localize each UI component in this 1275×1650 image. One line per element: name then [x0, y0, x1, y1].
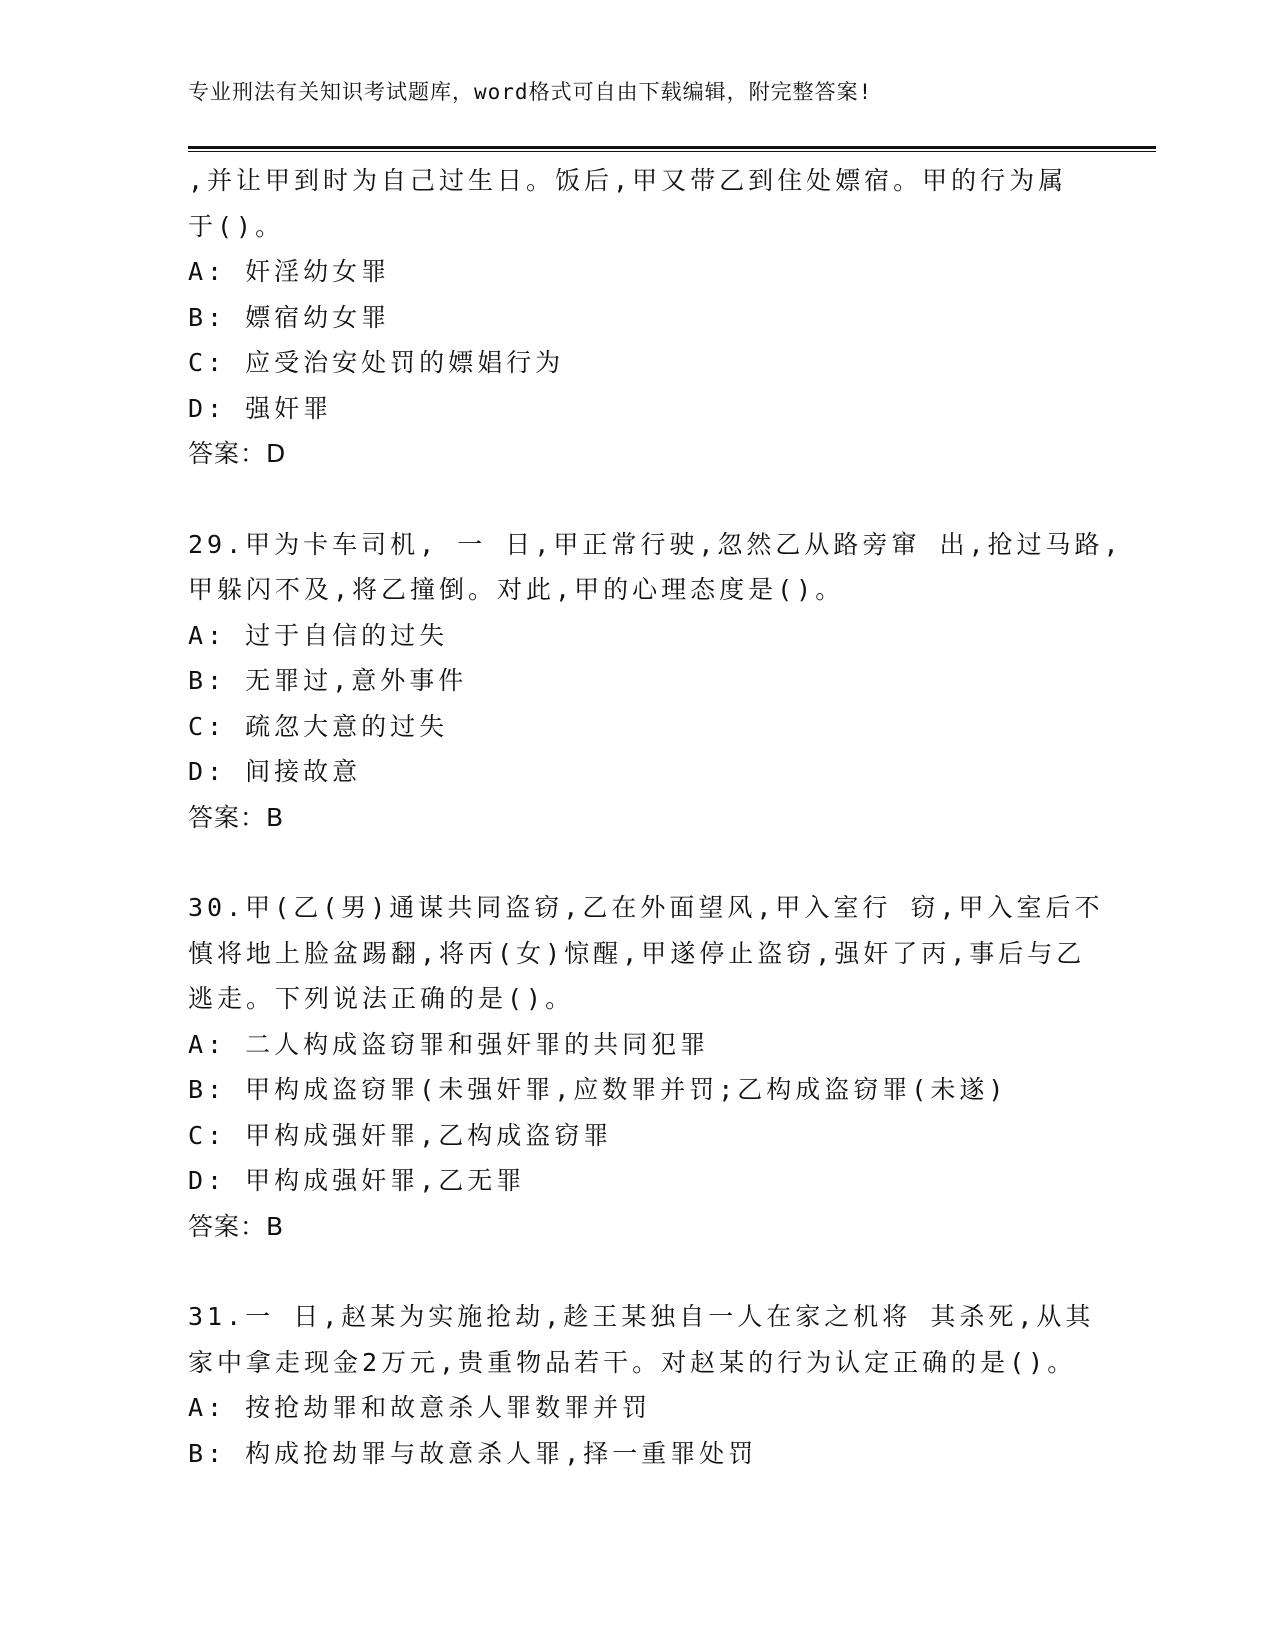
option-b: B: 构成抢劫罪与故意杀人罪,择一重罪处罚 [188, 1438, 758, 1468]
option-d: D: 强奸罪 [188, 393, 333, 423]
option-c: C: 甲构成强奸罪,乙构成盗窃罪 [188, 1120, 613, 1150]
question-content [188, 158, 1148, 1476]
option-a: A: 奸淫幼女罪 [188, 257, 391, 286]
option-a: A: 过于自信的过失 [188, 620, 449, 650]
answer-line: 答案：D [188, 439, 287, 468]
spacer [188, 1249, 1148, 1294]
question-29 [188, 522, 1148, 841]
question-stem-line: ,并让甲到时为自己过生日。饭后,甲又带乙到住处嫖宿。甲的行为属 [188, 166, 1068, 195]
option-b: B: 无罪过,意外事件 [188, 666, 468, 695]
option-a: A: 按抢劫罪和故意杀人罪数罪并罚 [188, 1393, 652, 1422]
spacer [188, 477, 1148, 522]
question-stem-line: 于()。 [188, 211, 285, 241]
question-stem-line: 甲躲闪不及,将乙撞倒。对此,甲的心理态度是()。 [188, 575, 845, 604]
question-stem-line: 29.甲为卡车司机, 一 日,甲正常行驶,忽然乙从路旁窜 出,抢过马路, [188, 529, 1123, 559]
option-b: B: 甲构成盗窃罪(未强奸罪,应数罪并罚;乙构成盗窃罪(未遂) [188, 1075, 1008, 1104]
header-rule-thin [188, 151, 1156, 152]
option-d: D: 间接故意 [188, 757, 362, 786]
option-b: B: 嫖宿幼女罪 [188, 302, 391, 332]
option-a: A: 二人构成盗窃罪和强奸罪的共同犯罪 [188, 1029, 710, 1059]
answer-line: 答案：B [188, 1211, 285, 1241]
question-30 [188, 885, 1148, 1249]
question-stem-line: 31.一 日,赵某为实施抢劫,趁王某独自一人在家之机将 其杀死,从其 [188, 1302, 1095, 1331]
option-c: C: 疏忽大意的过失 [188, 711, 449, 741]
option-d: D: 甲构成强奸罪,乙无罪 [188, 1166, 526, 1195]
question-stem-line: 慎将地上脸盆踢翻,将丙(女)惊醒,甲遂停止盗窃,强奸了丙,事后与乙 [188, 938, 1086, 968]
header-rule-thick [188, 146, 1156, 149]
question-stem-line: 家中拿走现金2万元,贵重物品若干。对赵某的行为认定正确的是()。 [188, 1347, 1077, 1377]
page-header: 专业刑法有关知识考试题库，word格式可自由下载编辑，附完整答案! [188, 80, 873, 104]
question-stem-line: 30.甲(乙(男)通谋共同盗窃,乙在外面望风,甲入室行 窃,甲入室后不 [188, 893, 1104, 922]
question-31 [188, 1294, 1148, 1476]
answer-line: 答案：B [188, 802, 285, 832]
option-c: C: 应受治安处罚的嫖娼行为 [188, 348, 565, 377]
question-stem-line: 逃走。下列说法正确的是()。 [188, 984, 575, 1013]
spacer [188, 840, 1148, 885]
question-28 [188, 158, 1148, 477]
